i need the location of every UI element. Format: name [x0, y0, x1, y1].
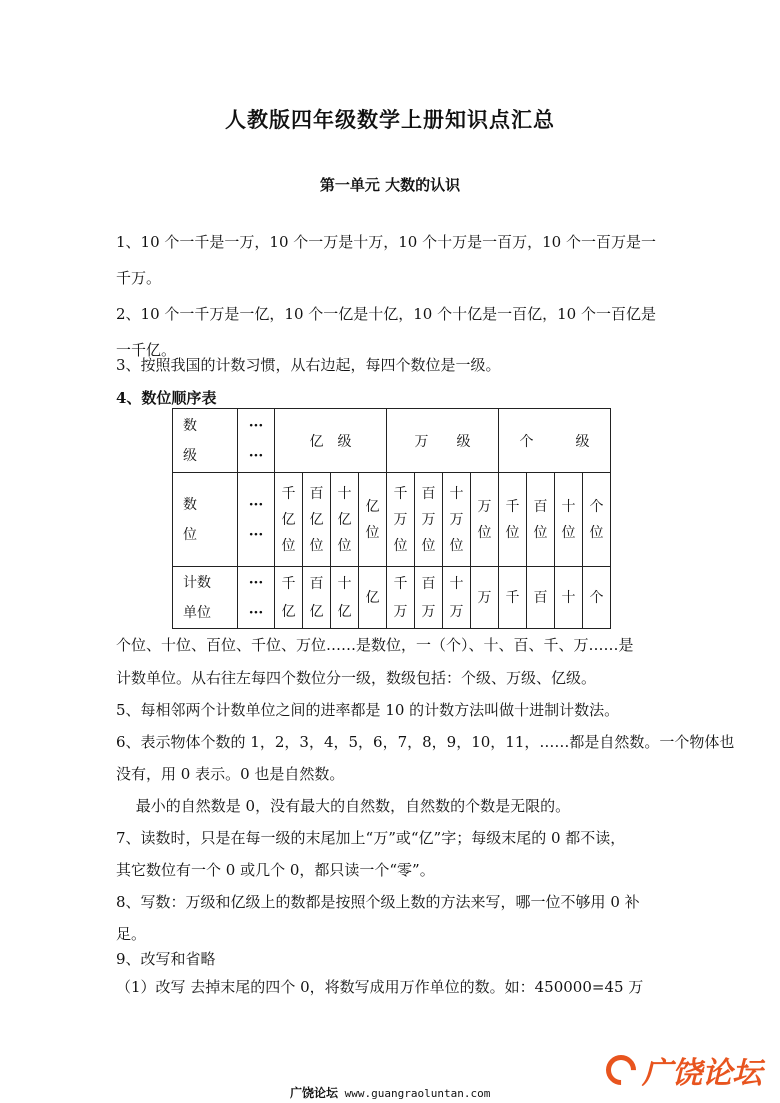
- text-line: 最小的自然数是 0，没有最大的自然数，自然数的个数是无限的。: [116, 797, 571, 815]
- footer: [290, 1084, 490, 1101]
- place-value-cell: 百 位: [527, 473, 555, 567]
- place-value-cell: 十 位: [555, 473, 583, 567]
- place-value-cell: 十 亿 位: [331, 473, 359, 567]
- place-value-cell: 千 万 位: [387, 473, 415, 567]
- text-line: 6、表示物体个数的 1，2，3，4，5，6，7，8，9，10，11，……都是自然数。一个物体也: [116, 733, 735, 751]
- text-line: 其它数位有一个 0 或几个 0，都只读一个“零”。: [116, 861, 435, 879]
- place-value-cell: 亿 位: [359, 473, 387, 567]
- place-value-cell: 千 位: [499, 473, 527, 567]
- row-label: 数 级: [173, 409, 238, 473]
- place-value-cell: 十 万 位: [443, 473, 471, 567]
- place-value-cell: 个: [583, 567, 611, 629]
- text-line: （1）改写 去掉末尾的四个 0，将数写成用万作单位的数。如：450000=45 万: [116, 978, 644, 996]
- place-value-cell: 百 亿: [303, 567, 331, 629]
- place-value-cell: 亿: [359, 567, 387, 629]
- logo-text: 广饶论坛: [642, 1056, 762, 1091]
- footer-site-name: 广饶论坛: [290, 1086, 339, 1100]
- page-title: 人教版四年级数学上册知识点汇总: [225, 107, 555, 132]
- section-heading: 4、数位顺序表: [116, 389, 217, 407]
- ellipsis: ··· ···: [238, 409, 275, 473]
- text-line: 5、每相邻两个计数单位之间的进率都是 10 的计数方法叫做十进制计数法。: [116, 701, 620, 719]
- place-value-cell: 百 万 位: [415, 473, 443, 567]
- place-value-cell: 千 亿: [275, 567, 303, 629]
- ellipsis: ··· ···: [238, 473, 275, 567]
- place-value-cell: 十 亿: [331, 567, 359, 629]
- logo-icon: [600, 1049, 642, 1091]
- unit-title: 第一单元 大数的认识: [319, 176, 461, 194]
- text-line: 9、改写和省略: [116, 950, 216, 968]
- footer-url[interactable]: www.guangraoluntan.com: [338, 1087, 491, 1100]
- place-value-cell: 百: [527, 567, 555, 629]
- place-value-cell: 千 亿 位: [275, 473, 303, 567]
- place-value-cell: 千 万: [387, 567, 415, 629]
- text-line: 3、按照我国的计数习惯，从右边起，每四个数位是一级。: [116, 356, 501, 374]
- place-value-cell: 百 亿 位: [303, 473, 331, 567]
- text-line: 7、读数时，只是在每一级的末尾加上“万”或“亿”字；每级末尾的 0 都不读，: [116, 829, 626, 847]
- place-value-cell: 十: [555, 567, 583, 629]
- text-line: 8、写数：万级和亿级上的数都是按照个级上数的方法来写，哪一位不够用 0 补: [116, 893, 640, 911]
- text-line: 没有，用 0 表示。0 也是自然数。: [116, 765, 345, 783]
- text-line: 一千亿。: [116, 341, 177, 359]
- level-ge: 个 级: [499, 409, 611, 473]
- place-value-cell: 千: [499, 567, 527, 629]
- place-value-table: [172, 408, 611, 629]
- text-line: 2、10 个一千万是一亿，10 个一亿是十亿，10 个十亿是一百亿，10 个一百亿是: [116, 305, 656, 323]
- place-value-cell: 百 万: [415, 567, 443, 629]
- place-value-cell: 个 位: [583, 473, 611, 567]
- text-line: 计数单位。从右往左每四个数位分一级，数级包括：个级、万级、亿级。: [116, 669, 597, 687]
- text-line: 1、10 个一千是一万，10 个一万是十万，10 个十万是一百万，10 个一百万是一: [116, 233, 656, 251]
- place-value-cell: 万: [471, 567, 499, 629]
- level-wan: 万 级: [387, 409, 499, 473]
- level-yi: 亿 级: [275, 409, 387, 473]
- row-label: 计数 单位: [173, 567, 238, 629]
- text-line: 足。: [116, 925, 147, 943]
- text-line: 千万。: [116, 269, 162, 287]
- text-line: 个位、十位、百位、千位、万位……是数位，一（个）、十、百、千、万……是: [116, 636, 634, 654]
- place-value-cell: 万 位: [471, 473, 499, 567]
- site-logo: [606, 1048, 762, 1092]
- row-label: 数 位: [173, 473, 238, 567]
- ellipsis: ··· ···: [238, 567, 275, 629]
- place-value-cell: 十 万: [443, 567, 471, 629]
